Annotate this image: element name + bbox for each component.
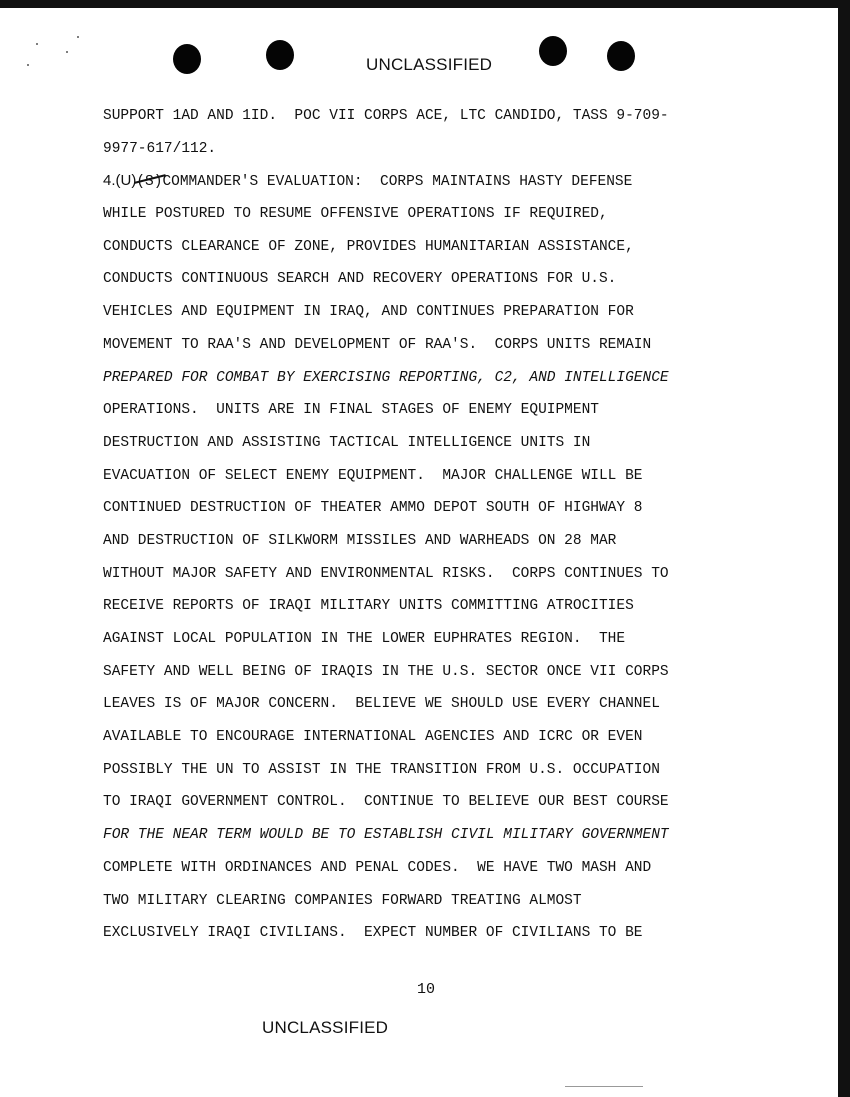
page-number: 10 — [417, 981, 436, 998]
scan-speck — [36, 43, 38, 45]
punch-hole-2 — [266, 40, 294, 70]
text-line: TWO MILITARY CLEARING COMPANIES FORWARD TREATING ALMOST — [103, 892, 582, 909]
text-line: AND DESTRUCTION OF SILKWORM MISSILES AND WARHEADS ON 28 MAR — [103, 532, 617, 549]
text-line: RECEIVE REPORTS OF IRAQI MILITARY UNITS COMMITTING ATROCITIES — [103, 598, 634, 615]
text-line: SUPPORT 1AD AND 1ID. POC VII CORPS ACE, LTC CANDIDO, TASS 9-709- — [103, 108, 669, 124]
text-line: COMMANDER'S EVALUATION: CORPS MAINTAINS HASTY DEFENSE — [162, 174, 633, 191]
header-classification: UNCLASSIFIED — [366, 55, 493, 74]
text-line: PREPARED FOR COMBAT BY EXERCISING REPORTING, C2, AND INTELLIGENCE — [103, 369, 669, 386]
text-line: WHILE POSTURED TO RESUME OFFENSIVE OPERATIONS IF REQUIRED, — [103, 206, 608, 223]
footer-classification: UNCLASSIFIED — [262, 1018, 389, 1037]
text-line: CONDUCTS CLEARANCE OF ZONE, PROVIDES HUMANITARIAN ASSISTANCE, — [103, 238, 634, 255]
text-line: 9977-617/112. — [103, 140, 217, 157]
text-line: OPERATIONS. UNITS ARE IN FINAL STAGES OF ENEMY EQUIPMENT — [103, 402, 599, 419]
punch-hole-4 — [607, 41, 635, 71]
text-line: AGAINST LOCAL POPULATION IN THE LOWER EUPHRATES REGION. THE — [103, 631, 626, 647]
text-line: EXCLUSIVELY IRAQI CIVILIANS. EXPECT NUMBER OF CIVILIANS TO BE — [103, 925, 643, 942]
text-line: VEHICLES AND EQUIPMENT IN IRAQ, AND CONTINUES PREPARATION FOR — [103, 304, 634, 321]
scan-speck — [77, 36, 79, 38]
struck-classification: (S) — [136, 174, 163, 191]
text-line: CONDUCTS CONTINUOUS SEARCH AND RECOVERY OPERATIONS FOR U.S. — [103, 271, 617, 288]
text-line: FOR THE NEAR TERM WOULD BE TO ESTABLISH CIVIL MILITARY GOVERNMENT — [103, 827, 669, 844]
text-line: POSSIBLY THE UN TO ASSIST IN THE TRANSITION FROM U.S. OCCUPATION — [103, 761, 660, 778]
text-line: MOVEMENT TO RAA'S AND DEVELOPMENT OF RAA'S. CORPS UNITS REMAIN — [103, 336, 652, 353]
scan-speck — [27, 64, 29, 66]
text-line: SAFETY AND WELL BEING OF IRAQIS IN THE U.S. SECTOR ONCE VII CORPS — [103, 663, 669, 680]
text-line: AVAILABLE TO ENCOURAGE INTERNATIONAL AGENCIES AND ICRC OR EVEN — [103, 729, 643, 746]
text-line: CONTINUED DESTRUCTION OF THEATER AMMO DEPOT SOUTH OF HIGHWAY 8 — [103, 500, 643, 517]
paragraph-4-first-line — [103, 172, 793, 205]
text-line: WITHOUT MAJOR SAFETY AND ENVIRONMENTAL RISKS. CORPS CONTINUES TO — [103, 565, 669, 582]
text-line: LEAVES IS OF MAJOR CONCERN. BELIEVE WE SHOULD USE EVERY CHANNEL — [103, 696, 660, 713]
document-body — [103, 107, 793, 957]
punch-hole-1 — [173, 44, 201, 74]
text-line: DESTRUCTION AND ASSISTING TACTICAL INTELLIGENCE UNITS IN — [103, 434, 591, 451]
scan-border-right — [838, 0, 850, 1097]
scan-speck — [66, 51, 68, 53]
punch-hole-3 — [539, 36, 567, 66]
scan-border-top — [0, 0, 850, 8]
text-line: TO IRAQI GOVERNMENT CONTROL. CONTINUE TO BELIEVE OUR BEST COURSE — [103, 794, 669, 811]
paragraph-marking: 4.(U) — [103, 172, 137, 190]
scan-artifact-line — [565, 1086, 643, 1087]
text-line: EVACUATION OF SELECT ENEMY EQUIPMENT. MAJOR CHALLENGE WILL BE — [103, 467, 643, 484]
text-line: COMPLETE WITH ORDINANCES AND PENAL CODES. WE HAVE TWO MASH AND — [103, 859, 652, 876]
